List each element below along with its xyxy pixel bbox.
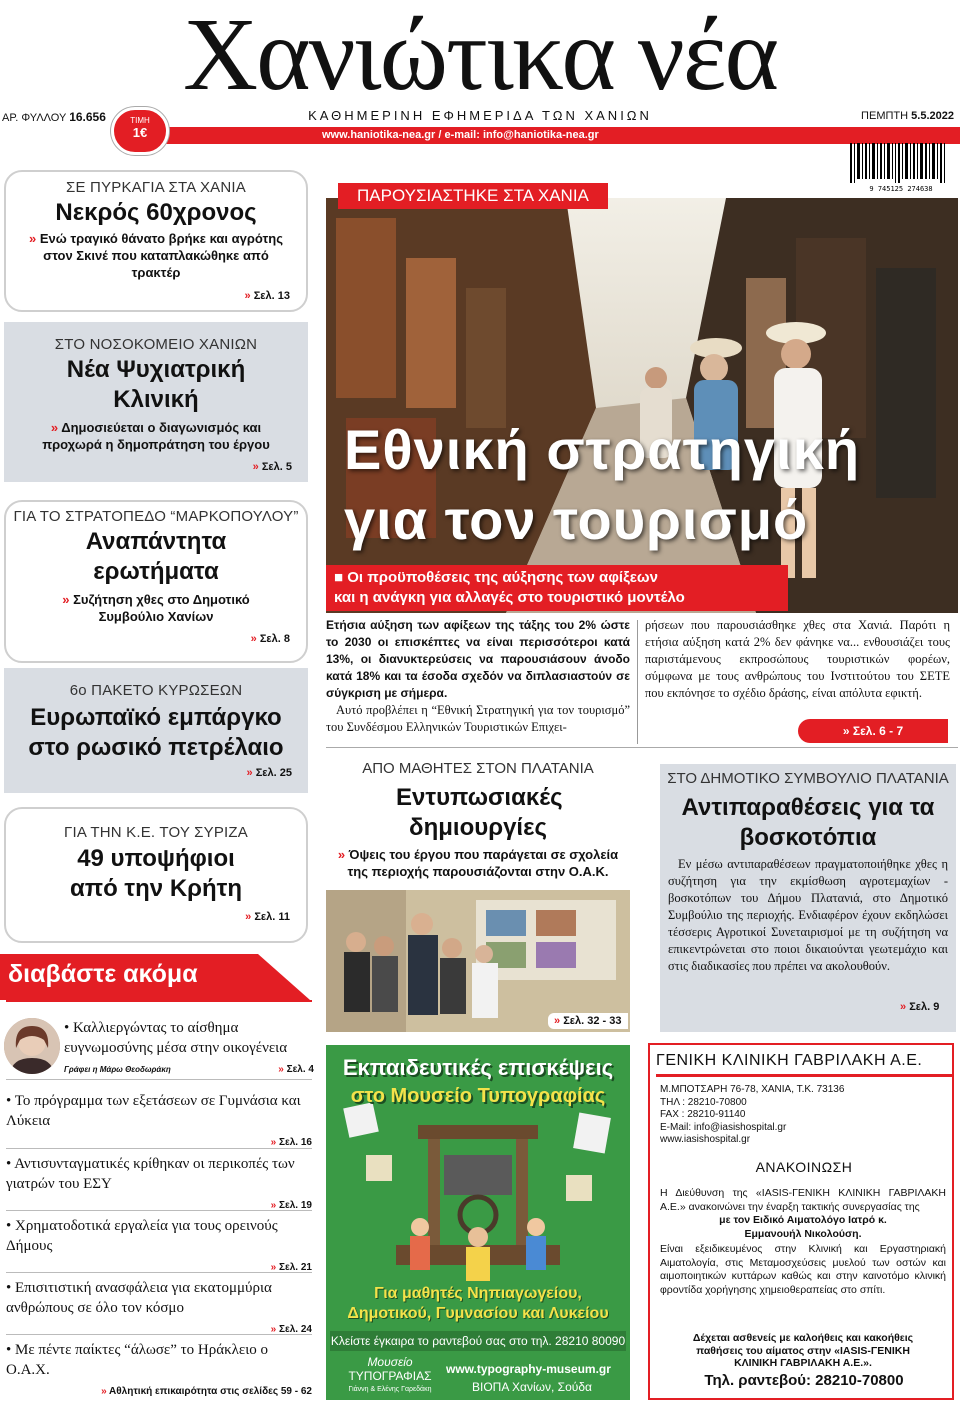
divider bbox=[6, 1334, 312, 1335]
mid-sub: » Όψεις του έργου που παράγεται σε σχολεία της περιοχής παρουσιάζονται στην Ο.Α.Κ. bbox=[326, 846, 630, 880]
museum-ad-booking: Κλείστε έγκαιρα το ραντεβού σας στο τηλ. 28210 80090 bbox=[330, 1331, 626, 1351]
clinic-notice-patients: Δέχεται ασθενείς με καλοήθεις και κακοήθεις παθήσεις του αίματος στην «IASIS-ΓΕΝΙΚΗ ΚΛΙΝΙΚΗ ΓΑΒΡΙΛΑΚΗ Α.Ε.». bbox=[692, 1332, 914, 1369]
story-syriza[interactable] bbox=[4, 807, 308, 943]
main-page-ref[interactable]: » Σελ. 6 - 7 bbox=[798, 719, 948, 743]
story-kicker: ΣΤΟ ΝΟΣΟΚΟΜΕΙΟ ΧΑΝΙΩΝ bbox=[54, 336, 258, 353]
story-kicker: ΓΙΑ ΤΗΝ Κ.Ε. ΤΟΥ ΣΥΡΙΖΑ bbox=[64, 824, 248, 841]
price-badge: ΤΙΜΗ 1€ bbox=[111, 107, 169, 155]
list-item[interactable]: • Καλλιεργώντας το αίσθημα ευγνωμοσύνης μέσα στην οικογένεια » Γράφει η Μάρω Θεοδωράκη Σελ. 4 bbox=[64, 1018, 314, 1080]
list-item[interactable]: • Αντισυνταγματικές κρίθηκαν οι περικοπές των γιατρών του ΕΣΥ » Σελ. 19 bbox=[6, 1154, 312, 1216]
divider bbox=[6, 1272, 312, 1273]
story-headline: 49 υποψήφιοι από την Κρήτη bbox=[69, 845, 243, 902]
students-photo bbox=[326, 890, 630, 1032]
divider bbox=[6, 1210, 312, 1211]
clinic-appointment-phone[interactable]: Τηλ. ραντεβού: 28210-70800 bbox=[704, 1372, 904, 1389]
main-headline[interactable]: Εθνική στρατηγική για τον τουρισμό bbox=[344, 418, 861, 551]
museum-address: ΒΙΟΠΑ Χανίων, Σούδα bbox=[472, 1380, 592, 1394]
newspaper-logo: Χανιώτικα νέα bbox=[183, 0, 777, 112]
list-item[interactable]: • Με πέντε παίκτες “άλωσε” το Ηράκλειο ο Ο.Α.Χ. » Αθλητική επικαιρότητα στις σελίδες 59 - 62 bbox=[6, 1340, 312, 1402]
clinic-rule bbox=[656, 1074, 952, 1077]
clinic-notice-text: Η Διεύθυνση της «IASIS-ΓΕΝΙΚΗ ΚΛΙΝΙΚΗ ΓΑΒΡΙΛΑΚΗ Α.Ε.» ανακοινώνει την έναρξη τακτικής συνεργασίας της με τον Ειδικό Αιματολόγο Ιατρό κ. Εμμανουήλ Νικολούση. Είναι εξειδικευμένος στην Κλινική και Εργαστηριακή Αιματολογία, στις Μεταμοσχεύσεις μυελού των οστών και αιμοποιητικών κυττάρων καθώς και στην καινοτόμο κλινική φροντίδα χορήγησης χημειοθεραπείας στο σπίτι. bbox=[660, 1187, 946, 1296]
page-ref: » Σελ. 13 bbox=[245, 290, 290, 302]
story-psychiatric-clinic[interactable] bbox=[4, 322, 308, 482]
list-item[interactable]: • Χρηματοδοτικά εργαλεία για τους ορεινούς Δήμους » Σελ. 21 bbox=[6, 1216, 312, 1278]
main-story-tag: ΠΑΡΟΥΣΙΑΣΤΗΚΕ ΣΤΑ ΧΑΝΙΑ bbox=[338, 183, 608, 209]
read-more-title: διαβάστε ακόμα bbox=[8, 960, 198, 988]
divider bbox=[6, 1148, 312, 1149]
museum-url[interactable]: www.typography-museum.gr bbox=[446, 1362, 611, 1376]
main-body-right: ρήσεων που παρουσιάσθηκε χθες στα Χανιά. Παρότι η ετήσια αύξηση κατά 2% δεν φάνηκε να... ενθουσιάζει τους παριστάμενους εκπροσώπους τουριστικών φορέων, σύμφωνα με τους ανθρώπους του Ινστιτούτου του ΣΕΤΕ που εκπόνησε το σχέδιο δράσης, είναι απόλυτα εφικτή. bbox=[645, 618, 950, 700]
divider bbox=[6, 1079, 312, 1080]
divider bbox=[6, 1000, 312, 1002]
story-headline: Νεκρός 60χρονος bbox=[55, 199, 257, 226]
mid-kicker: ΑΠΟ ΜΑΘΗΤΕΣ ΣΤΟΝ ΠΛΑΤΑΝΙΑ bbox=[362, 760, 594, 777]
divider bbox=[326, 747, 958, 748]
mid-page-ref[interactable]: » Σελ. 32 - 33 bbox=[548, 1013, 628, 1029]
students-exhibition-image bbox=[326, 890, 630, 1032]
museum-ad-subtitle: στο Μουσείο Τυπογραφίας bbox=[350, 1085, 606, 1107]
story-headline: Νέα Ψυχιατρική Κλινική bbox=[66, 356, 246, 413]
contact-bar: www.haniotika-nea.gr / e-mail: info@haniotika-nea.gr bbox=[162, 127, 960, 144]
clinic-contact: Μ.ΜΠΟΤΣΑΡΗ 76-78, ΧΑΝΙΑ, Τ.Κ. 73136 ΤΗΛ : 28210-70800 FAX : 28210-91140 E-Mail: info@iasishospital.gr www.iasishospital.gr bbox=[660, 1084, 845, 1145]
right-page-ref: » Σελ. 9 bbox=[900, 1001, 939, 1013]
byline: » Γράφει η Μάρω Θεοδωράκη bbox=[64, 1065, 171, 1074]
story-kicker: ΓΙΑ ΤΟ ΣΤΡΑΤΟΠΕΔΟ “ΜΑΡΚΟΠΟΥΛΟΥ” bbox=[13, 508, 299, 525]
story-sub: » Δημοσιεύεται ο διαγωνισμός και προχωρά η δημοπράτηση του έργου bbox=[4, 419, 308, 453]
story-headline: Ευρωπαϊκό εμπάργκο στο ρωσικό πετρέλαιο bbox=[28, 704, 284, 761]
page-ref: » Σελ. 8 bbox=[251, 633, 290, 645]
museum-ad-audience: Για μαθητές Νηπιαγωγείου, Δημοτικού, Γυμνασίου και Λυκείου bbox=[347, 1285, 609, 1322]
page-ref: » Σελ. 5 bbox=[253, 461, 292, 473]
main-body-left: Ετήσια αύξηση των αφίξεων της τάξης του 2% ώστε το 2030 οι επισκέπτες να είναι περισσότεροι κατά 13%, οι διανυκτερεύσεις να παρουσιάσουν άνοδο κατά 18% και τα έσοδα σχεδόν να διπλασιαστούν σε σύγκριση με σήμερα. Αυτό προβλέπει η “Εθνική Στρατηγική για τον τουρισμό” του Συνδέσμου Ελληνικών Τουριστικών Επιχει- bbox=[326, 618, 630, 734]
main-subheadline: ■ Οι προϋποθέσεις της αύξησης των αφίξεων και η ανάγκη για αλλαγές στο τουριστικό μοντέλο bbox=[326, 565, 788, 611]
clinic-notice-title: ΑΝΑΚΟΙΝΩΣΗ bbox=[755, 1159, 853, 1175]
barcode bbox=[846, 143, 956, 195]
page-ref: » Σελ. 11 bbox=[245, 911, 290, 923]
svg-text:9 745125 274638: 9 745125 274638 bbox=[869, 185, 933, 193]
list-item[interactable]: • Το πρόγραμμα των εξετάσεων σε Γυμνάσια και Λύκεια » Σελ. 16 bbox=[6, 1091, 312, 1153]
issue-date: ΠΕΜΠΤΗ 5.5.2022 bbox=[861, 110, 954, 122]
column-rule bbox=[637, 620, 638, 744]
right-kicker: ΣΤΟ ΔΗΜΟΤΙΚΟ ΣΥΜΒΟΥΛΙΟ ΠΛΑΤΑΝΙΑ bbox=[667, 770, 949, 787]
story-kicker: ΣΕ ΠΥΡΚΑΓΙΑ ΣΤΑ ΧΑΝΙΑ bbox=[66, 179, 246, 196]
story-sub: » Συζήτηση χθες στο Δημοτικό Συμβούλιο Χανίων bbox=[6, 591, 306, 625]
story-sub: » Ενώ τραγικό θάνατο βρήκε και αγρότης στον Σκινέ που καταπλακώθηκε από τρακτέρ bbox=[6, 230, 306, 281]
mid-headline[interactable]: Εντυπωσιακές δημιουργίες bbox=[396, 784, 563, 841]
right-body: Εν μέσω αντιπαραθέσεων πραγματοποιήθηκε χθες η συζήτηση για την εκμίσθωση αγροτεμαχίων - βοσκοτόπων του Δήμου Πλατανιά, στο Δημοτικό Συμβούλιο της περιοχής. Ενδιαφέρον έχουν εκδηλώσει τέσσερις Αγροτικοί Συνεταιρισμοί με τη συζήτηση να επικεντρώνεται στο ποιοι δικαιούνται γεωτεμάχιο και στις διαδικασίες που πρέπει να ακολουθούν. bbox=[668, 857, 948, 973]
story-headline: Αναπάντητα ερωτήματα bbox=[85, 528, 227, 585]
story-embargo[interactable] bbox=[4, 668, 308, 793]
page-ref: » Σελ. 25 bbox=[247, 767, 292, 779]
person-icon bbox=[4, 1018, 60, 1074]
clinic-name: ΓΕΝΙΚΗ ΚΛΙΝΙΚΗ ΓΑΒΡΙΛΑΚΗ Α.Ε. bbox=[656, 1052, 923, 1069]
story-camp[interactable] bbox=[4, 500, 308, 663]
museum-ad-title: Εκπαιδευτικές επισκέψεις bbox=[342, 1055, 614, 1080]
right-headline: Αντιπαραθέσεις για τα βοσκοτόπια bbox=[681, 794, 935, 851]
tagline: ΚΑΘΗΜΕΡΙΝΗ ΕΦΗΜΕΡΙΔΑ ΤΩΝ ΧΑΝΙΩΝ bbox=[308, 108, 652, 123]
museum-logo: Μουσείο ΤΥΠΟΓΡΑΦΙΑΣ Γιάννη & Ελένης Γαρεδάκη bbox=[348, 1355, 432, 1393]
story-fire[interactable] bbox=[4, 170, 308, 312]
barcode-icon bbox=[846, 143, 956, 195]
story-kicker: 6ο ΠΑΚΕΤΟ ΚΥΡΩΣΕΩΝ bbox=[69, 682, 243, 699]
author-avatar bbox=[4, 1018, 60, 1074]
list-item[interactable]: • Επισιτιστική ανασφάλεια για εκατομμύρια ανθρώπους σε όλο τον κόσμο » Σελ. 24 bbox=[6, 1278, 312, 1340]
issue-number: ΑΡ. ΦΥΛΛΟΥ 16.656 bbox=[2, 110, 106, 124]
